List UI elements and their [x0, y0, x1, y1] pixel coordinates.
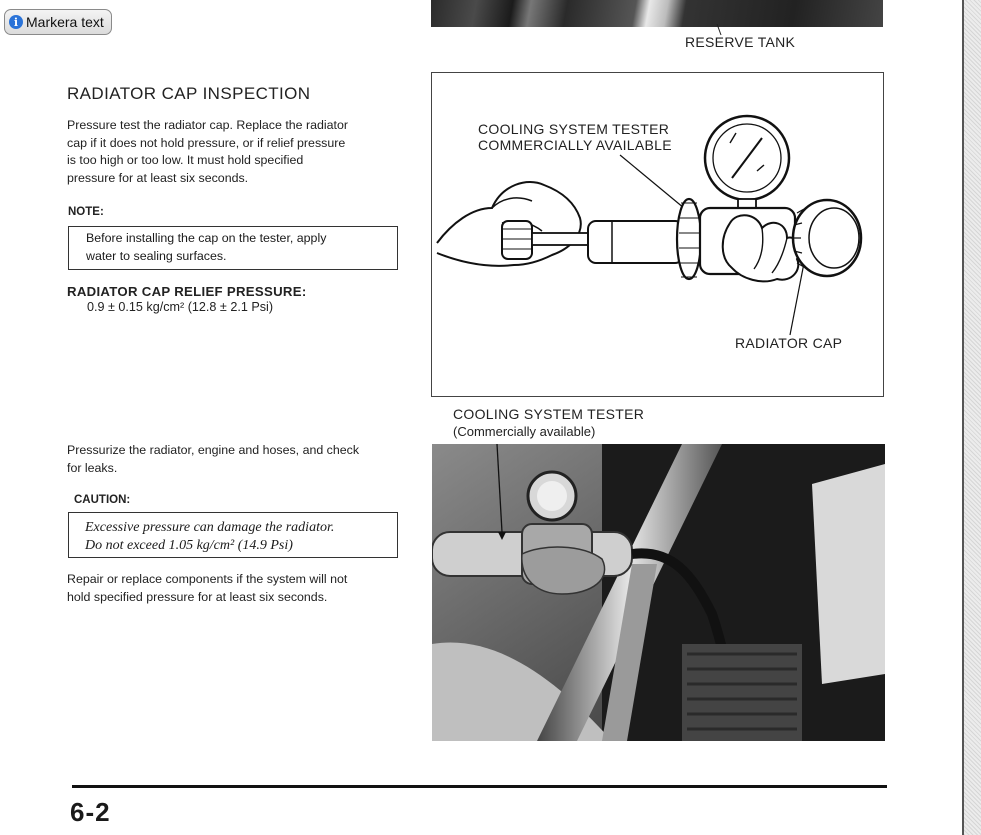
caution-label: CAUTION: [74, 494, 131, 506]
spec-value: 0.9 ± 0.15 kg/cm² (12.8 ± 2.1 Psi) [87, 300, 274, 314]
footer-rule [72, 785, 887, 788]
radiator-cap-label: RADIATOR CAP [735, 335, 843, 351]
tester-label-line-1: COOLING SYSTEM TESTER [478, 121, 670, 137]
note-label: NOTE: [68, 206, 104, 218]
page-number: 6-2 [70, 797, 111, 827]
reserve-tank-photo [431, 0, 883, 27]
section-heading: RADIATOR CAP INSPECTION [67, 84, 311, 103]
caution-line: Excessive pressure can damage the radiator. [85, 520, 335, 535]
mark-text-label: Markera text [26, 14, 104, 30]
note-line: Before installing the cap on the tester, apply [86, 231, 327, 245]
tester-label-line-2: COMMERCIALLY AVAILABLE [478, 137, 672, 153]
vertical-scrollbar[interactable] [962, 0, 981, 835]
caution-line: Do not exceed 1.05 kg/cm² (14.9 Psi) [85, 538, 293, 553]
paragraph-line: Pressurize the radiator, engine and hoses, and check [67, 443, 360, 457]
mark-text-button[interactable] [4, 9, 112, 35]
pressure-test-photo-image [432, 444, 885, 741]
reserve-tank-label: RESERVE TANK [685, 34, 796, 50]
paragraph-line: pressure for at least six seconds. [67, 170, 249, 185]
info-icon: i [9, 15, 23, 29]
paragraph-line: is too high or too low. It must hold specified [67, 153, 304, 167]
inspection-paragraph [67, 117, 348, 187]
reserve-tank-leader-line [715, 24, 725, 36]
paragraph-line: cap if it does not hold pressure, or if relief pressure [67, 135, 346, 150]
note-box [68, 226, 398, 270]
pressure-test-photo [432, 444, 885, 741]
paragraph-line: Pressure test the radiator cap. Replace the radiator [67, 118, 349, 132]
photo-label-line-1: COOLING SYSTEM TESTER [453, 406, 645, 422]
paragraph-line: Repair or replace components if the system will not [67, 572, 348, 586]
spec-heading: RADIATOR CAP RELIEF PRESSURE: [67, 284, 307, 299]
photo-label-line-2: (Commercially available) [453, 424, 596, 439]
pressurize-paragraph [67, 442, 359, 477]
caution-box [68, 512, 398, 558]
repair-paragraph [67, 571, 347, 606]
radiator-cap-figure [431, 72, 884, 397]
paragraph-line: for leaks. [67, 460, 118, 475]
paragraph-line: hold specified pressure for at least six seconds. [67, 589, 328, 604]
note-line: water to sealing surfaces. [86, 248, 227, 263]
